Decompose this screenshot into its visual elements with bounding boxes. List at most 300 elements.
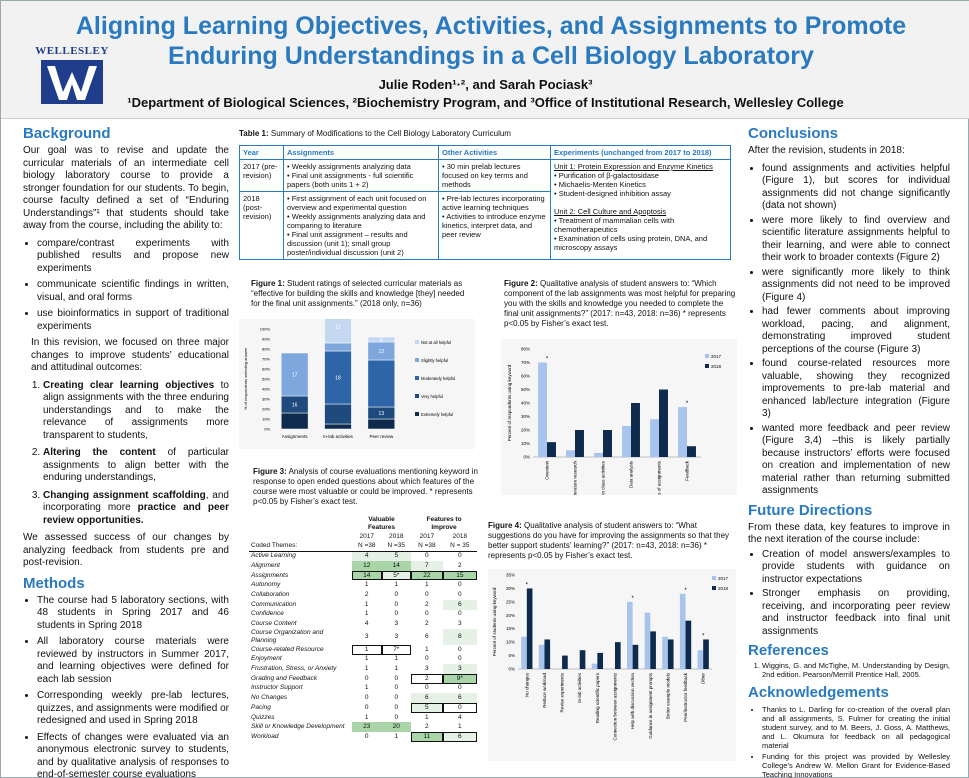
x-tick-label: Reduce workload [541, 673, 547, 708]
figure4-svg [488, 569, 736, 761]
theme-label: Pacing [251, 703, 271, 711]
table-cell: • Weekly assignments analyzing data • Final unit assignments - full scientific papers (both units 1 + 2) [284, 160, 439, 192]
acknowledgements-heading: Acknowledgements [748, 684, 889, 701]
y-tick-label: 70% [520, 360, 530, 365]
legend-swatch [415, 376, 419, 380]
table-cell: 20 [382, 722, 412, 732]
legend-label: Extremely helpful [421, 412, 454, 417]
bar [703, 639, 709, 669]
list-item: • Stronger emphasis on providing, receiving, and incorporating peer review and instructor feedback into final unit assignments [762, 588, 950, 638]
table-cell: 6 [443, 732, 477, 742]
background-intro: Our goal was to revise and update the curricular materials of an intermediate cell biology laboratory course to provide a stronger foundation for our students. To begin, course faculty defined a set of “Enduring Understandings”¹ that students should take away from the course, including the ability to: [23, 145, 229, 231]
theme-label: Assignments [251, 571, 289, 579]
table-row [249, 655, 477, 665]
bar [645, 613, 651, 669]
legend-swatch [415, 340, 419, 344]
bar [615, 642, 621, 669]
list-item: • found assignments and activities helpful (Figure 1), but scores for individual assignments did not change significantly (data not shown) [762, 163, 950, 213]
bar [627, 602, 633, 669]
theme-label: Quizzes [251, 713, 275, 721]
n-header: N = 35 [450, 542, 470, 550]
future-intro: From these data, key features to improve in the next iteration of the course include: [748, 521, 950, 545]
y-tick-label: 60% [261, 366, 270, 372]
data-label: 12 [335, 324, 341, 331]
table-row [249, 619, 477, 629]
figure2-caption: Figure 2: Qualitative analysis of student answers to: “Which component of the lab assignments was most helpful for preparing you with the skills and knowledge you needed to complete the final unit assignments?” (2017: n=43, 2018: n=36) * represents p<0.05 by Fisher’s exact test. [504, 279, 736, 328]
table-row [249, 732, 477, 742]
table-cell: 1 [364, 713, 369, 721]
theme-label: Instructor Support [251, 684, 303, 692]
table-cell: 0 [364, 703, 369, 711]
table-cell: 1 [364, 665, 369, 673]
table-cell: 3 [425, 665, 429, 673]
right-column [748, 125, 950, 778]
list-item: • The course had 5 laboratory sections, with 48 students in Spring 2017 and 46 students in Spring 2018 [37, 595, 229, 633]
y-tick-label: 0% [508, 666, 515, 672]
table-cell: 2017 (pre-revision) [240, 160, 284, 192]
legend-swatch [712, 576, 716, 580]
x-tick-label: Overview [544, 461, 550, 480]
x-tick-label: In-lab activities [323, 434, 353, 439]
table-cell: 1 [364, 600, 369, 608]
legend-swatch [705, 354, 709, 358]
table-cell: 7* [382, 645, 412, 655]
table-cell: 2 [411, 674, 443, 684]
theme-label: Active Learning [251, 552, 296, 560]
legend-swatch [705, 364, 709, 368]
y-tick-label: 10% [520, 441, 530, 446]
table-cell: • First assignment of each unit focused on overview and experimental question • Weekly assignments analyzing data and comparing to literature • Final unit assignment – results and discussion (unit 1); small group poster/individual discussion (unit 2) [284, 192, 439, 260]
table-cell: 2 [364, 590, 369, 598]
figure4-caption: Figure 4: Qualitative analysis of student answers to: “What suggestions do you have for improving the assignments so that they better support students’ learning?” (2017: n=43, 2018: n=36) * represents p<0.05 by Fisher’s exact test. [488, 521, 730, 560]
methods-heading: Methods [23, 574, 85, 592]
legend-label: Very helpful [421, 394, 443, 399]
x-tick-label: Reading scientific papers [594, 673, 600, 724]
table-cell: 6 [425, 632, 429, 640]
list-item: • All laboratory course materials were reviewed by instructors in Summer 2017, and learning objectives were defined for each lab session [37, 636, 229, 686]
theme-label: Collaboration [251, 590, 290, 598]
y-tick-label: 40% [261, 386, 270, 392]
table-cell: 4 [458, 713, 462, 721]
significance-marker: * [685, 401, 689, 408]
x-tick-label: No changes [524, 673, 530, 698]
data-label: 17 [291, 372, 298, 379]
y-tick-label: 70% [261, 356, 270, 362]
list-item: • compare/contrast experiments with published results and propose new experiments [37, 238, 229, 276]
y-tick-label: 10% [505, 639, 515, 645]
table-cell: 0 [458, 581, 462, 589]
table-cell: 0 [425, 610, 429, 618]
theme-label: Course Organization and Planning [251, 628, 324, 644]
stacked-bar [325, 424, 352, 429]
x-tick-label: Drafts of assignments [656, 461, 662, 495]
list-item: • Effects of changes were evaluated via an anonymous electronic survey to students, and by qualitative analysis of responses to end-of-semester course evaluations [37, 732, 229, 778]
bar [580, 650, 586, 669]
list-item: 3. Changing assignment scaffolding, and incorporating more practice and peer review opportunities. [43, 490, 229, 528]
y-tick-label: 30% [261, 396, 270, 402]
x-tick-label: Revise experiments [559, 673, 565, 713]
significance-marker: * [684, 587, 687, 594]
table-cell: 5 [411, 703, 443, 713]
authors: Julie Roden¹·², and Sarah Pociask³ [378, 77, 593, 92]
list-item: • Funding for this project was provided by Wellesley College’s Andrew W. Mellon Grant for Evidence-Based Teaching Innovations [762, 752, 950, 778]
y-tick-label: 50% [261, 376, 270, 382]
table-cell: • Pre-lab lectures incorporating active learning techniques • Activities to introduce enzyme kinetics, interpret data, and peer review [439, 192, 551, 260]
table-cell: 2 [458, 561, 462, 569]
table-cell: 6 [443, 600, 477, 610]
table-cell: 0 [458, 645, 462, 653]
list-item: • Thanks to L. Darling for co-creation of the overall plan and all assignments, S. Fulmer for creating the initial student survey, and to M. Beers, J. Goss, A. Matthews, and L. Okumura for feedback on all pedagogical material [762, 705, 950, 750]
stacked-bar [368, 419, 395, 429]
data-label: 16 [291, 402, 298, 409]
table-cell: 1 [364, 684, 369, 692]
references-list [762, 661, 950, 679]
bar [633, 645, 639, 669]
poster-title: Aligning Learning Objectives, Activities, and Assignments to Promote Enduring Understandings in a Cell Biology Laboratory [75, 12, 907, 70]
y-axis-label: Percent of students using keyword [492, 587, 497, 657]
table-row [249, 722, 477, 732]
x-tick-label: Peer/instructor feedback [683, 673, 689, 722]
table-cell: 6 [411, 693, 443, 703]
table-cell: 2 [425, 600, 429, 608]
bar [527, 588, 533, 669]
reference-item: 1. Wiggins, G. and McTighe, M. Understanding by Design, 2nd edition. Pearson/Merrill Prentice Hall, 2005. [762, 661, 950, 679]
table-cell: 2 [425, 620, 429, 628]
bar [686, 621, 692, 669]
y-tick-label: 15% [505, 626, 515, 632]
table-cell: 7 [411, 561, 443, 571]
table-header: Experiments (unchanged from 2017 to 2018) [551, 146, 731, 160]
y-tick-label: 20% [261, 406, 270, 412]
poster-header [1, 1, 969, 119]
y-tick-label: 20% [520, 427, 530, 433]
coded-themes-table [249, 516, 477, 742]
figure1-chart [239, 319, 475, 449]
table-header: Assignments [284, 146, 439, 160]
methods-bullets [37, 595, 229, 778]
legend-label: Moderately helpful [421, 376, 456, 381]
table-cell: • 30 min prelab lectures focused on key terms and methods [439, 160, 551, 192]
table-cell: 0 [458, 684, 462, 692]
future-bullets [762, 549, 950, 639]
bar [631, 403, 640, 457]
table-row [249, 610, 477, 620]
institution-name: WELLESLEY [35, 45, 109, 57]
table-cell: 4 [352, 551, 382, 561]
theme-label: Confidence [251, 610, 284, 618]
changes-intro: In this revision, we focused on three major changes to improve students’ educational and attitudinal outcomes: [31, 337, 229, 373]
y-tick-label: 30% [505, 585, 515, 591]
x-tick-label: Assignments [281, 434, 308, 439]
y-tick-label: 25% [505, 599, 515, 605]
list-item: 1. Creating clear learning objectives to align assignments with the three enduring understandings and to make the relevance of assignments more transparent to students, [43, 380, 229, 443]
table-cell: 1 [394, 655, 399, 663]
bar [538, 363, 547, 458]
y-tick-label: 60% [520, 373, 530, 379]
list-item: • use bioinformatics in support of traditional experiments [37, 308, 229, 333]
table-cell: 0 [425, 590, 429, 598]
bar [650, 419, 659, 457]
list-item: 2. Altering the content of particular assignments to align better with the enduring understandings, [43, 447, 229, 485]
table-row [249, 551, 477, 561]
affiliations: ¹Department of Biological Sciences, ²Biochemistry Program, and ³Office of Institutional Research, Wellesley College [127, 95, 844, 110]
table-cell: 0 [394, 713, 399, 721]
table-cell: 0 [394, 610, 399, 618]
y-tick-label: 80% [261, 346, 270, 352]
figure1-caption: Figure 1: Student ratings of selected curricular materials as “effective for building the skills and knowledge [they] needed for the final unit assignments.” (2018 only, n=36) [251, 279, 465, 308]
features-to-improve-header: Features to Improve [426, 516, 462, 531]
table-cell: 3 [394, 620, 399, 628]
bar [566, 450, 575, 457]
table-cell: 0 [364, 674, 369, 682]
bar [562, 656, 568, 669]
table-cell: 1 [458, 723, 462, 731]
theme-label: No Changes [251, 694, 288, 702]
stacked-bar [325, 319, 352, 343]
table-cell: 1 [394, 581, 399, 589]
n-header: N =35 [387, 542, 406, 550]
table-cell: 14 [382, 561, 412, 571]
table-row [249, 684, 477, 694]
table1-caption: Table 1: Summary of Modifications to the Cell Biology Laboratory Curriculum [239, 129, 511, 138]
x-tick-label: Connection between assignments [612, 673, 618, 741]
table-cell: 5* [382, 571, 412, 581]
table-cell: 0 [364, 694, 369, 702]
y-tick-label: 100% [259, 326, 270, 332]
bar [687, 446, 696, 457]
theme-label: Enjoyment [251, 655, 282, 663]
legend-swatch [415, 358, 419, 362]
table-cell: 0 [425, 655, 429, 663]
year-header: 2017 [419, 532, 435, 540]
y-tick-label: 80% [520, 346, 530, 352]
future-heading: Future Directions [748, 501, 873, 519]
assessment-text: We assessed success of our changes by analyzing feedback from students pre and post-revision. [23, 532, 229, 568]
table-cell: 0 [458, 610, 462, 618]
table-row [249, 713, 477, 723]
background-bullets [37, 238, 229, 334]
table-row [249, 590, 477, 600]
stacked-bar [325, 404, 352, 424]
y-tick-label: 40% [520, 400, 530, 406]
table-cell: 14 [352, 571, 382, 581]
list-item: • wanted more feedback and peer review (Figure 3,4) –this is likely partially because instructors’ efforts were focused on creation and implementation of new material rather than returning submitted assignments [762, 423, 950, 498]
table-cell: 3 [394, 632, 399, 640]
bar [698, 650, 704, 669]
list-item: • were significantly more likely to think assignments did not need to be improved (Figure 4) [762, 267, 950, 305]
table-header: Year [240, 146, 284, 160]
conclusions-intro: After the revision, students in 2018: [748, 145, 905, 156]
theme-label: Communication [251, 600, 297, 608]
acknowledgements-list [762, 705, 950, 778]
y-tick-label: 90% [261, 336, 270, 342]
table-cell: 23 [352, 722, 382, 732]
x-tick-label: Help with discussion section [630, 673, 636, 730]
background-heading: Background [23, 125, 111, 142]
table-cell: 2 [425, 723, 429, 731]
figure4-chart [488, 569, 736, 761]
table-cell: 4 [364, 620, 369, 628]
figure1-svg [239, 319, 475, 449]
bar [659, 390, 668, 458]
table-cell: 0 [458, 590, 462, 598]
legend-swatch [415, 394, 419, 398]
table-cell: 5 [382, 551, 412, 561]
legend-swatch [712, 586, 716, 590]
theme-label: Alignment [251, 561, 280, 569]
year-header: 2018 [389, 532, 404, 540]
table-cell: 1 [364, 581, 369, 589]
bar [594, 453, 603, 457]
table-cell: 1 [394, 665, 399, 673]
list-item: • Corresponding weekly pre-lab lectures, quizzes, and assignments were modified or redesigned and used in Spring 2018 [37, 690, 229, 728]
table-cell: 1 [364, 655, 369, 663]
data-label: 12 [378, 349, 385, 355]
table-row [249, 580, 477, 590]
table-row [249, 674, 477, 684]
theme-label: Skill or Knowledge Development [251, 723, 345, 731]
legend-label: Not at all helpful [421, 340, 452, 345]
x-tick-label: Peer review [369, 434, 394, 439]
left-column [23, 125, 229, 778]
table-cell: 0 [425, 552, 429, 560]
table-cell: 0 [394, 703, 399, 711]
table-cell: 0 [458, 552, 462, 560]
bar [668, 639, 674, 669]
figure2-svg [501, 339, 737, 495]
table-cell: 1 [364, 610, 369, 618]
bar [592, 664, 598, 669]
y-tick-label: 50% [520, 387, 530, 392]
data-label: 13 [378, 411, 385, 417]
x-tick-label: Data analysis [628, 461, 634, 489]
table-cell: 1 [425, 645, 429, 653]
modifications-table [239, 145, 731, 260]
x-tick-label: Better example models [665, 673, 671, 720]
legend-label: 2017 [711, 354, 722, 359]
y-tick-label: 35% [505, 572, 515, 578]
bar [539, 645, 545, 669]
table-cell: 12 [352, 561, 382, 571]
table-cell: 9* [443, 674, 477, 684]
x-tick-label: Feedback [684, 461, 690, 481]
references-heading: References [748, 642, 829, 659]
table-cell: 11 [411, 732, 443, 742]
theme-label: Autonomy [251, 581, 281, 589]
valuable-features-header: Valuable Features [367, 516, 396, 531]
table-row [249, 664, 477, 674]
stacked-bar [368, 360, 395, 407]
bar [603, 430, 612, 457]
table-cell: 1 [352, 645, 382, 655]
bar [662, 637, 668, 669]
table-cell: 3 [443, 664, 477, 674]
stacked-bar [281, 413, 308, 429]
table-cell: 6 [443, 693, 477, 703]
y-tick-label: 30% [520, 414, 530, 419]
data-label: 6 [379, 337, 383, 344]
table-cell: 3 [458, 620, 462, 628]
list-item: • communicate scientific findings in written, visual, and oral forms [37, 279, 229, 304]
n-header: N =38 [418, 542, 436, 550]
list-item: • were more likely to find overview and scientific literature assignments helpful to their learning, and were able to connect their work to broader contexts (Figure 2) [762, 215, 950, 265]
table-header: Other Activities [439, 146, 551, 160]
table-cell: 1 [425, 713, 429, 721]
significance-marker: * [545, 356, 549, 363]
table-row [249, 693, 477, 703]
y-tick-label: 0% [523, 454, 530, 460]
conclusions-heading: Conclusions [748, 125, 839, 142]
conclusions-bullets [762, 163, 950, 498]
y-axis-label: Percent of respondents using keyword [507, 364, 512, 442]
x-tick-label: In-lab activities [577, 673, 583, 703]
bar [544, 639, 550, 669]
legend-swatch [415, 412, 419, 416]
table-cell: 0 [425, 684, 429, 692]
list-item: • found course-related resources more valuable, showing they recognized improvements to pre-lab material and enhanced lab/lecture integration (Figure 3) [762, 358, 950, 421]
table-row [249, 645, 477, 655]
theme-label: Course Content [251, 620, 297, 628]
legend-label: 2018 [711, 364, 722, 369]
legend-label: 2017 [718, 576, 729, 581]
bar [650, 631, 656, 669]
list-item: • had fewer comments about improving workload, pacing, and alignment, demonstrating improved student perceptions of the course (Figure 3) [762, 306, 950, 356]
table-cell: 22 [411, 571, 443, 581]
y-tick-label: 5% [508, 653, 515, 659]
theme-label: Workload [251, 732, 279, 740]
table-cell: 8 [443, 629, 477, 645]
bar [575, 430, 584, 457]
x-tick-label: In class activities [600, 461, 606, 495]
y-axis-label: % of respondents selecting answer [243, 347, 248, 411]
bar [547, 442, 556, 457]
bar [597, 653, 603, 669]
stacked-bar [325, 343, 352, 351]
coded-themes-table-wrap [249, 516, 477, 742]
table-cell: 0 [394, 590, 399, 598]
significance-marker: * [702, 633, 705, 640]
table-cell: 15 [443, 571, 477, 581]
experiments-cell: Unit 1: Protein Expression and Enzyme Kinetics • Purification of β-galactosidase • Michaelis-Menten Kinetics • Student-designed inhibition assay Unit 2: Cell Culture and Apoptosis • Treatment of mammalian cells with chemotherapeutics • Examination of cells using protein, DNA, and microscopy assays [551, 160, 731, 260]
table-row [249, 571, 477, 581]
table-cell: 1 [394, 732, 399, 740]
n-header: N =38 [357, 542, 376, 550]
table-cell: 3 [364, 632, 369, 640]
table-cell: 0 [394, 600, 399, 608]
y-tick-label: 20% [505, 612, 515, 618]
table-row [249, 629, 477, 645]
legend-label: Slightly helpful [421, 358, 449, 363]
theme-label: Course-related Resource [251, 645, 324, 653]
changes-list [43, 380, 229, 528]
table-cell: 0 [394, 684, 399, 692]
theme-label: Frustration, Stress, or Anxiety [251, 665, 337, 673]
table-cell: 0 [364, 732, 369, 740]
bar [521, 637, 527, 669]
year-header: 2017 [359, 532, 374, 540]
table-row [249, 703, 477, 713]
table-cell: 0 [458, 655, 462, 663]
bar [622, 426, 631, 457]
figure3-caption: Figure 3: Analysis of course evaluations mentioning keyword in response to open ended questions about which features of the course were most valuable or could be improved. * represents p<0.05 by Fisher’s exact test. [253, 467, 478, 506]
data-label: 18 [335, 375, 341, 382]
significance-marker: * [631, 595, 634, 602]
y-tick-label: 0% [264, 426, 270, 432]
table-cell: 0 [394, 674, 399, 682]
significance-marker: * [525, 582, 528, 589]
coded-themes-label: Coded Themes: [251, 542, 298, 550]
figure2-chart [501, 339, 737, 495]
